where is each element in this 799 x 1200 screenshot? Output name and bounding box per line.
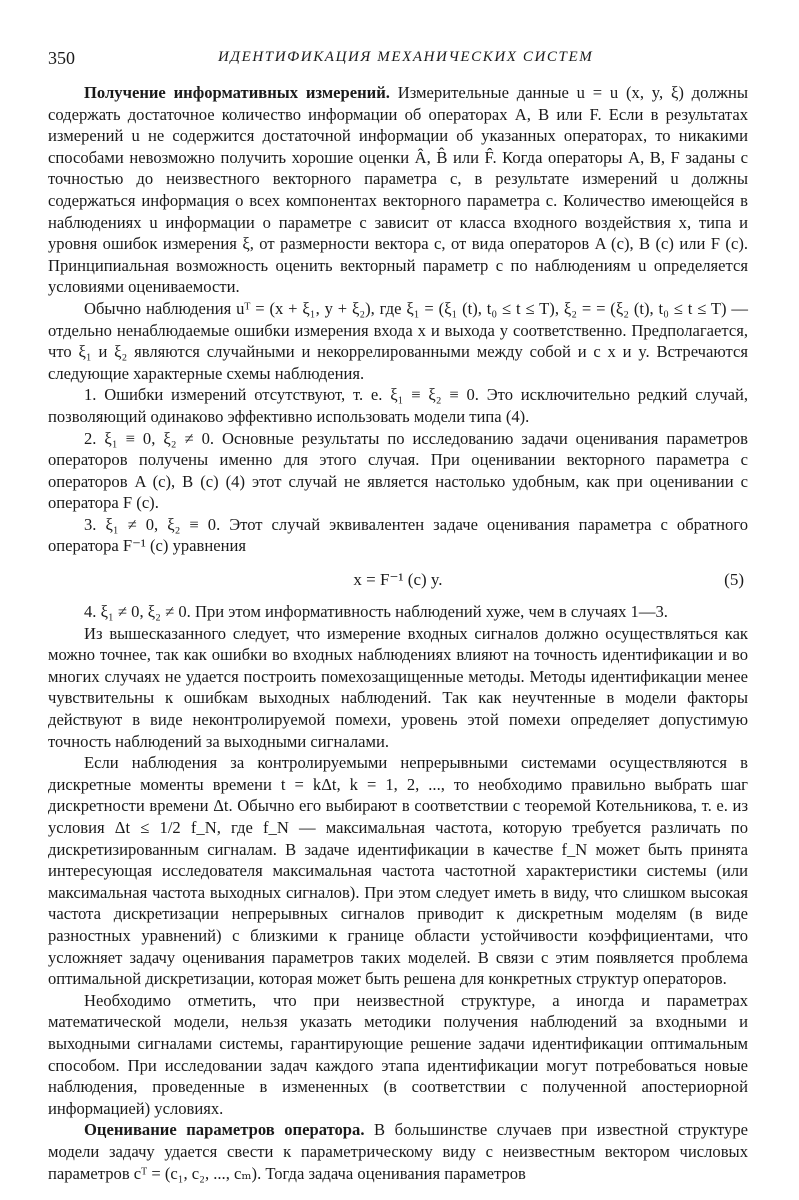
page-header (48, 48, 748, 72)
list-item-scheme-4: 4. ξ₁ ≠ 0, ξ₂ ≠ 0. При этом информативность наблюдений хуже, чем в случаях 1—3. (84, 602, 668, 622)
running-title: ИДЕНТИФИКАЦИЯ МЕХАНИЧЕСКИХ СИСТЕМ (218, 49, 594, 65)
paragraph-unknown-structure: Необходимо отметить, что при неизвестной структуре, а иногда и параметрах математической модели, нельзя указать методики получения наблюдений за входными и выходными сигналами системы, гарантирующие решение задачи идентификации оптимальным способом. При исследовании задач каждого этапа идентификации могут потребоваться новые наблюдения, проведенные в измененных (в соответствии с полученной апостериорной информацией) условиях. (48, 990, 748, 1118)
equation-expression: x = F⁻¹ (c) y. (353, 570, 443, 590)
paragraph-operator-estimation (48, 1119, 748, 1184)
paragraph-obtaining-measurements (48, 82, 748, 298)
equation-number: (5) (724, 570, 744, 590)
page-body (48, 82, 748, 1184)
list-item-scheme-1: 1. Ошибки измерений отсутствуют, т. е. ξ₁ ≡ ξ₂ ≡ 0. Это исключительно редкий случай, позволяющий одинаково эффективно использовать модели типа (4). (48, 385, 748, 426)
equation-5 (48, 563, 748, 597)
paragraph-text: Измерительные данные u = u (x, y, ξ) должны содержать достаточное количество информации об операторах A, B или F. Если в результатах измерений u не содержится достаточной информации об указанных операторах, то никакими способами невозможно получить хорошие оценки Â, B̂ или F̂. Когда операторы A, B, F заданы с точностью до неизвестного векторного параметра c, в результате измерений u должны содержаться информация о всех компонентах векторного параметра c. Количество имеющейся в наблюдениях u информации о параметре c зависит от класса входного воздействия x, типа и уровня ошибок измерения ξ, от размерности вектора c, от вида операторов A (c), B (c) или F (c). Принципиальная возможность оценить векторный параметр c по наблюдениям u определяется условиями оцениваемости. (48, 83, 748, 297)
section-heading-obtaining-measurements: Получение информативных измерений. (84, 83, 390, 102)
list-item-scheme-3: 3. ξ₁ ≠ 0, ξ₂ ≡ 0. Этот случай эквивалентен задаче оценивания параметра c обратного оператора F⁻¹ (c) уравнения (48, 514, 748, 556)
list-item-scheme-2: 2. ξ₁ ≡ 0, ξ₂ ≠ 0. Основные результаты по исследованию задачи оценивания параметров операторов получены именно для этого случая. При оценивании векторного параметра c операторов A (c), B (c) (4) этот случай не является настолько удобным, как при оценивании c оператора F (c). (48, 428, 748, 513)
paragraph-text: В большинстве случаев при известной структуре модели задачу удается свести к параметрическому виду с неизвестным вектором числовых параметров cᵀ = (c₁, c₂, ..., cₘ). Тогда задача оценивания параметров (48, 1120, 748, 1183)
paragraph-observations: Обычно наблюдения uᵀ = (x + ξ₁, y + ξ₂), где ξ₁ = (ξ₁ (t), t₀ ≤ t ≤ T), ξ₂ = = (ξ₂ (t), t₀ ≤ t ≤ T) — отдельно ненаблюдаемые ошибки измерения входа x и выхода y соответственно. Предполагается, что ξ₁ и ξ₂ являются случайными и некоррелированными между собой и с x и y. Встречаются следующие характерные схемы наблюдения. (48, 298, 748, 383)
section-heading-operator-estimation: Оценивание параметров оператора. (84, 1120, 365, 1140)
paragraph-discretization: Если наблюдения за контролируемыми непрерывными системами осуществляются в дискретные моменты времени t = kΔt, k = 1, 2, ..., то необходимо правильно выбрать шаг дискретности времени Δt. Обычно его выбирают в соответствии с теоремой Котельникова, т. е. из условия Δt ≤ 1/2 f_N, где f_N — максимальная частота, которую требуется различать по дискретизированным сигналам. В задаче идентификации в качестве f_N может быть принята интересующая исследователя максимальная частота частотной характеристики системы (или максимальная частота выходных сигналов). При этом следует иметь в виду, что слишком высокая частота дискретизации непрерывных сигналов приводит к дискретным моделям (в виде разностных уравнений) с близкими к границе области устойчивости коэффициентами, что усложняет задачу оценивания параметров таких моделей. В связи с этим появляется проблема оптимальной дискретизации, которая может быть решена для конкретных структур операторов. (48, 753, 748, 989)
page-number: 350 (48, 48, 75, 68)
paragraph-input-accuracy: Из вышесказанного следует, что измерение входных сигналов должно осуществляться как можно точнее, так как ошибки во входных наблюдениях влияют на точность идентификации и во многих случаях не удается построить помехозащищенные методы. Методы идентификации менее чувствительны к ошибкам выходных наблюдений. Так как неучтенные в модели факторы действуют в виде неконтролируемой помехи, уровень этой помехи определяет допустимую точность наблюдений за выходными сигналами. (48, 623, 748, 751)
